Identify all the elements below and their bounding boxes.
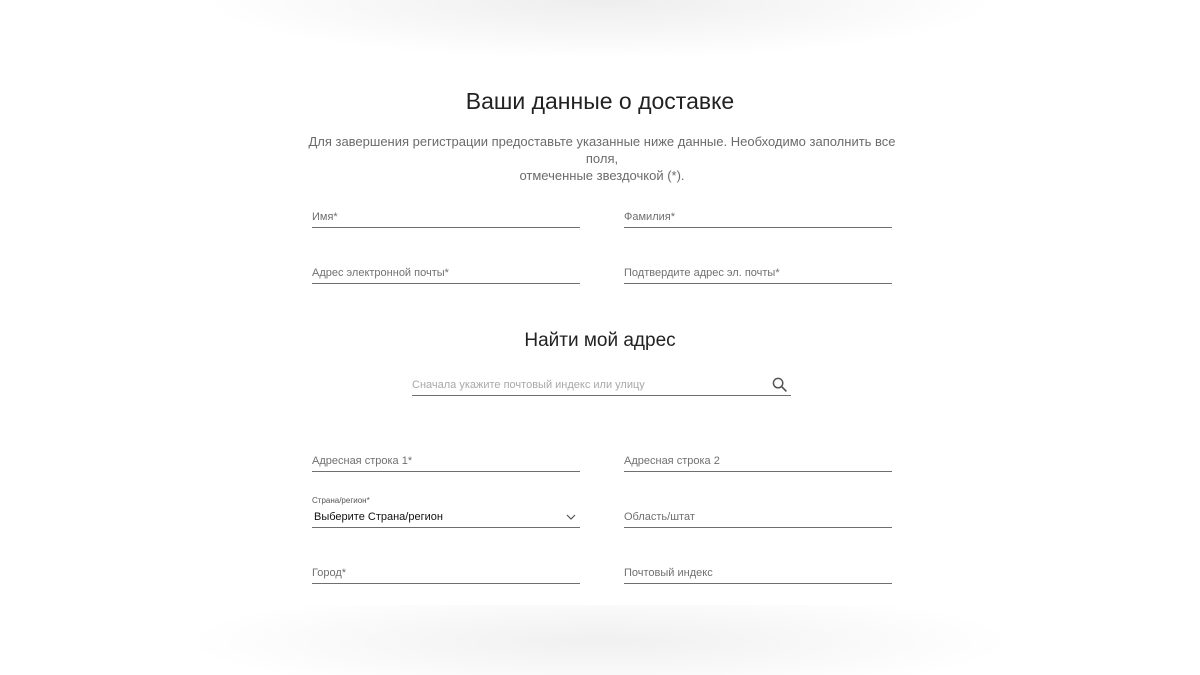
region-field[interactable] — [624, 507, 892, 528]
postcode-label: Почтовый индекс — [624, 567, 713, 579]
country-label: Страна/регион* — [312, 496, 370, 505]
postcode-field[interactable] — [624, 563, 892, 584]
last-name-label: Фамилия* — [624, 211, 675, 223]
first-name-label: Имя* — [312, 211, 338, 223]
address-search-placeholder: Сначала укажите почтовый индекс или улицу — [412, 379, 645, 391]
email-confirm-label: Подтвердите адрес эл. почты* — [624, 267, 780, 279]
city-label: Город* — [312, 567, 347, 579]
email-field[interactable] — [312, 263, 580, 284]
address-search-input[interactable] — [412, 375, 791, 396]
address-line1-field[interactable] — [312, 451, 580, 472]
page-title: Ваши данные о доставке — [465, 88, 735, 114]
address-search-title: Найти мой адрес — [524, 330, 676, 351]
address-line1-label: Адресная строка 1* — [312, 455, 413, 467]
country-select[interactable] — [312, 496, 580, 528]
last-name-field[interactable] — [624, 207, 892, 228]
intro-text — [300, 133, 904, 184]
search-icon[interactable] — [772, 377, 787, 392]
country-value: Выберите Страна/регион — [314, 511, 443, 523]
first-name-field[interactable] — [312, 207, 580, 228]
address-line2-label: Адресная строка 2 — [624, 455, 720, 467]
intro-line-1: Для завершения регистрации предоставьте указанные ниже данные. Необходимо заполнить все поля, — [308, 134, 896, 166]
bottom-shadow — [180, 605, 1020, 675]
region-label: Область/штат — [624, 511, 695, 523]
chevron-down-icon[interactable] — [566, 513, 576, 521]
city-field[interactable] — [312, 563, 580, 584]
email-confirm-field[interactable] — [624, 263, 892, 284]
address-line2-field[interactable] — [624, 451, 892, 472]
email-label: Адрес электронной почты* — [312, 267, 449, 279]
top-shadow — [200, 0, 1000, 60]
intro-line-2: отмеченные звездочкой (*). — [519, 168, 685, 183]
